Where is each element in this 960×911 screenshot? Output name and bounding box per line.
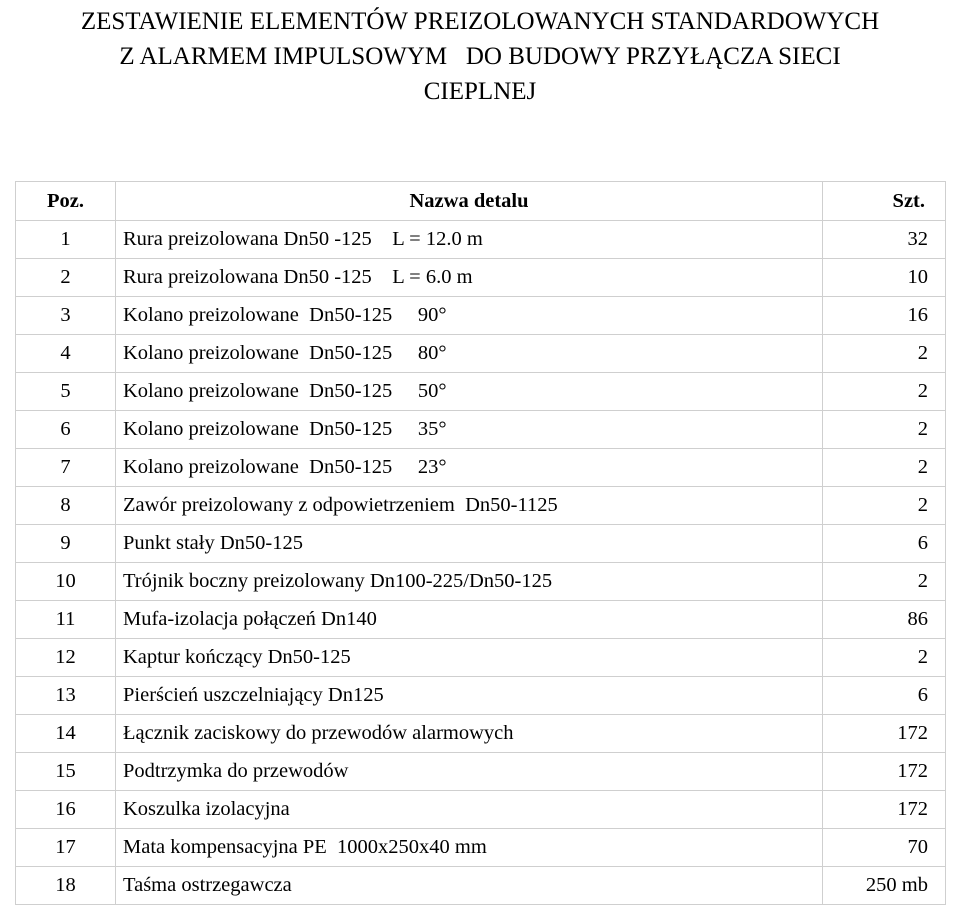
row-poz: 1	[16, 221, 116, 259]
row-qty: 172	[823, 791, 946, 829]
table-row	[16, 449, 946, 487]
row-name: Koszulka izolacyjna	[116, 791, 823, 829]
row-name: Zawór preizolowany z odpowietrzeniem Dn50-1125	[116, 487, 823, 525]
table-row	[16, 297, 946, 335]
header-qty: Szt.	[823, 182, 946, 221]
row-qty: 172	[823, 715, 946, 753]
row-poz: 13	[16, 677, 116, 715]
row-name: Łącznik zaciskowy do przewodów alarmowych	[116, 715, 823, 753]
row-name: Rura preizolowana Dn50 -125 L = 6.0 m	[116, 259, 823, 297]
row-poz: 5	[16, 373, 116, 411]
row-poz: 8	[16, 487, 116, 525]
row-qty: 16	[823, 297, 946, 335]
row-qty: 6	[823, 677, 946, 715]
row-poz: 3	[16, 297, 116, 335]
header-name: Nazwa detalu	[116, 182, 823, 221]
row-qty: 10	[823, 259, 946, 297]
row-name: Kaptur kończący Dn50-125	[116, 639, 823, 677]
table-row	[16, 753, 946, 791]
row-name: Kolano preizolowane Dn50-125 90°	[116, 297, 823, 335]
row-name: Kolano preizolowane Dn50-125 23°	[116, 449, 823, 487]
row-poz: 16	[16, 791, 116, 829]
row-name: Trójnik boczny preizolowany Dn100-225/Dn50-125	[116, 563, 823, 601]
table-row	[16, 715, 946, 753]
row-poz: 14	[16, 715, 116, 753]
table-row	[16, 829, 946, 867]
row-name: Mata kompensacyjna PE 1000x250x40 mm	[116, 829, 823, 867]
row-name: Kolano preizolowane Dn50-125 35°	[116, 411, 823, 449]
row-poz: 4	[16, 335, 116, 373]
row-qty: 2	[823, 639, 946, 677]
table-row	[16, 563, 946, 601]
row-poz: 12	[16, 639, 116, 677]
row-qty: 172	[823, 753, 946, 791]
row-qty: 250 mb	[823, 867, 946, 905]
table-row	[16, 525, 946, 563]
row-name: Kolano preizolowane Dn50-125 50°	[116, 373, 823, 411]
title-line-3: CIEPLNEJ	[423, 78, 537, 105]
row-poz: 11	[16, 601, 116, 639]
title-line-2: Z ALARMEM IMPULSOWYM DO BUDOWY PRZYŁĄCZA SIECI	[119, 43, 841, 70]
row-qty: 2	[823, 449, 946, 487]
row-name: Taśma ostrzegawcza	[116, 867, 823, 905]
row-qty: 70	[823, 829, 946, 867]
row-name: Pierścień uszczelniający Dn125	[116, 677, 823, 715]
table-row	[16, 791, 946, 829]
row-poz: 9	[16, 525, 116, 563]
table-row	[16, 411, 946, 449]
row-qty: 2	[823, 563, 946, 601]
row-qty: 32	[823, 221, 946, 259]
table-row	[16, 373, 946, 411]
row-name: Rura preizolowana Dn50 -125 L = 12.0 m	[116, 221, 823, 259]
row-poz: 18	[16, 867, 116, 905]
row-poz: 7	[16, 449, 116, 487]
table-body	[16, 221, 946, 905]
row-name: Kolano preizolowane Dn50-125 80°	[116, 335, 823, 373]
header-poz: Poz.	[16, 182, 116, 221]
table-row	[16, 867, 946, 905]
row-poz: 17	[16, 829, 116, 867]
table-header-row	[16, 182, 946, 221]
row-poz: 10	[16, 563, 116, 601]
row-qty: 2	[823, 373, 946, 411]
document-title	[0, 4, 960, 109]
table-row	[16, 335, 946, 373]
row-qty: 6	[823, 525, 946, 563]
title-line-1: ZESTAWIENIE ELEMENTÓW PREIZOLOWANYCH STANDARDOWYCH	[80, 8, 880, 35]
row-poz: 2	[16, 259, 116, 297]
parts-table	[15, 181, 946, 905]
table-row	[16, 677, 946, 715]
row-name: Punkt stały Dn50-125	[116, 525, 823, 563]
row-poz: 15	[16, 753, 116, 791]
table-row	[16, 259, 946, 297]
table-row	[16, 221, 946, 259]
row-qty: 2	[823, 411, 946, 449]
row-poz: 6	[16, 411, 116, 449]
table-row	[16, 487, 946, 525]
table-row	[16, 601, 946, 639]
row-qty: 2	[823, 335, 946, 373]
row-qty: 2	[823, 487, 946, 525]
row-name: Podtrzymka do przewodów	[116, 753, 823, 791]
row-name: Mufa-izolacja połączeń Dn140	[116, 601, 823, 639]
table-row	[16, 639, 946, 677]
row-qty: 86	[823, 601, 946, 639]
